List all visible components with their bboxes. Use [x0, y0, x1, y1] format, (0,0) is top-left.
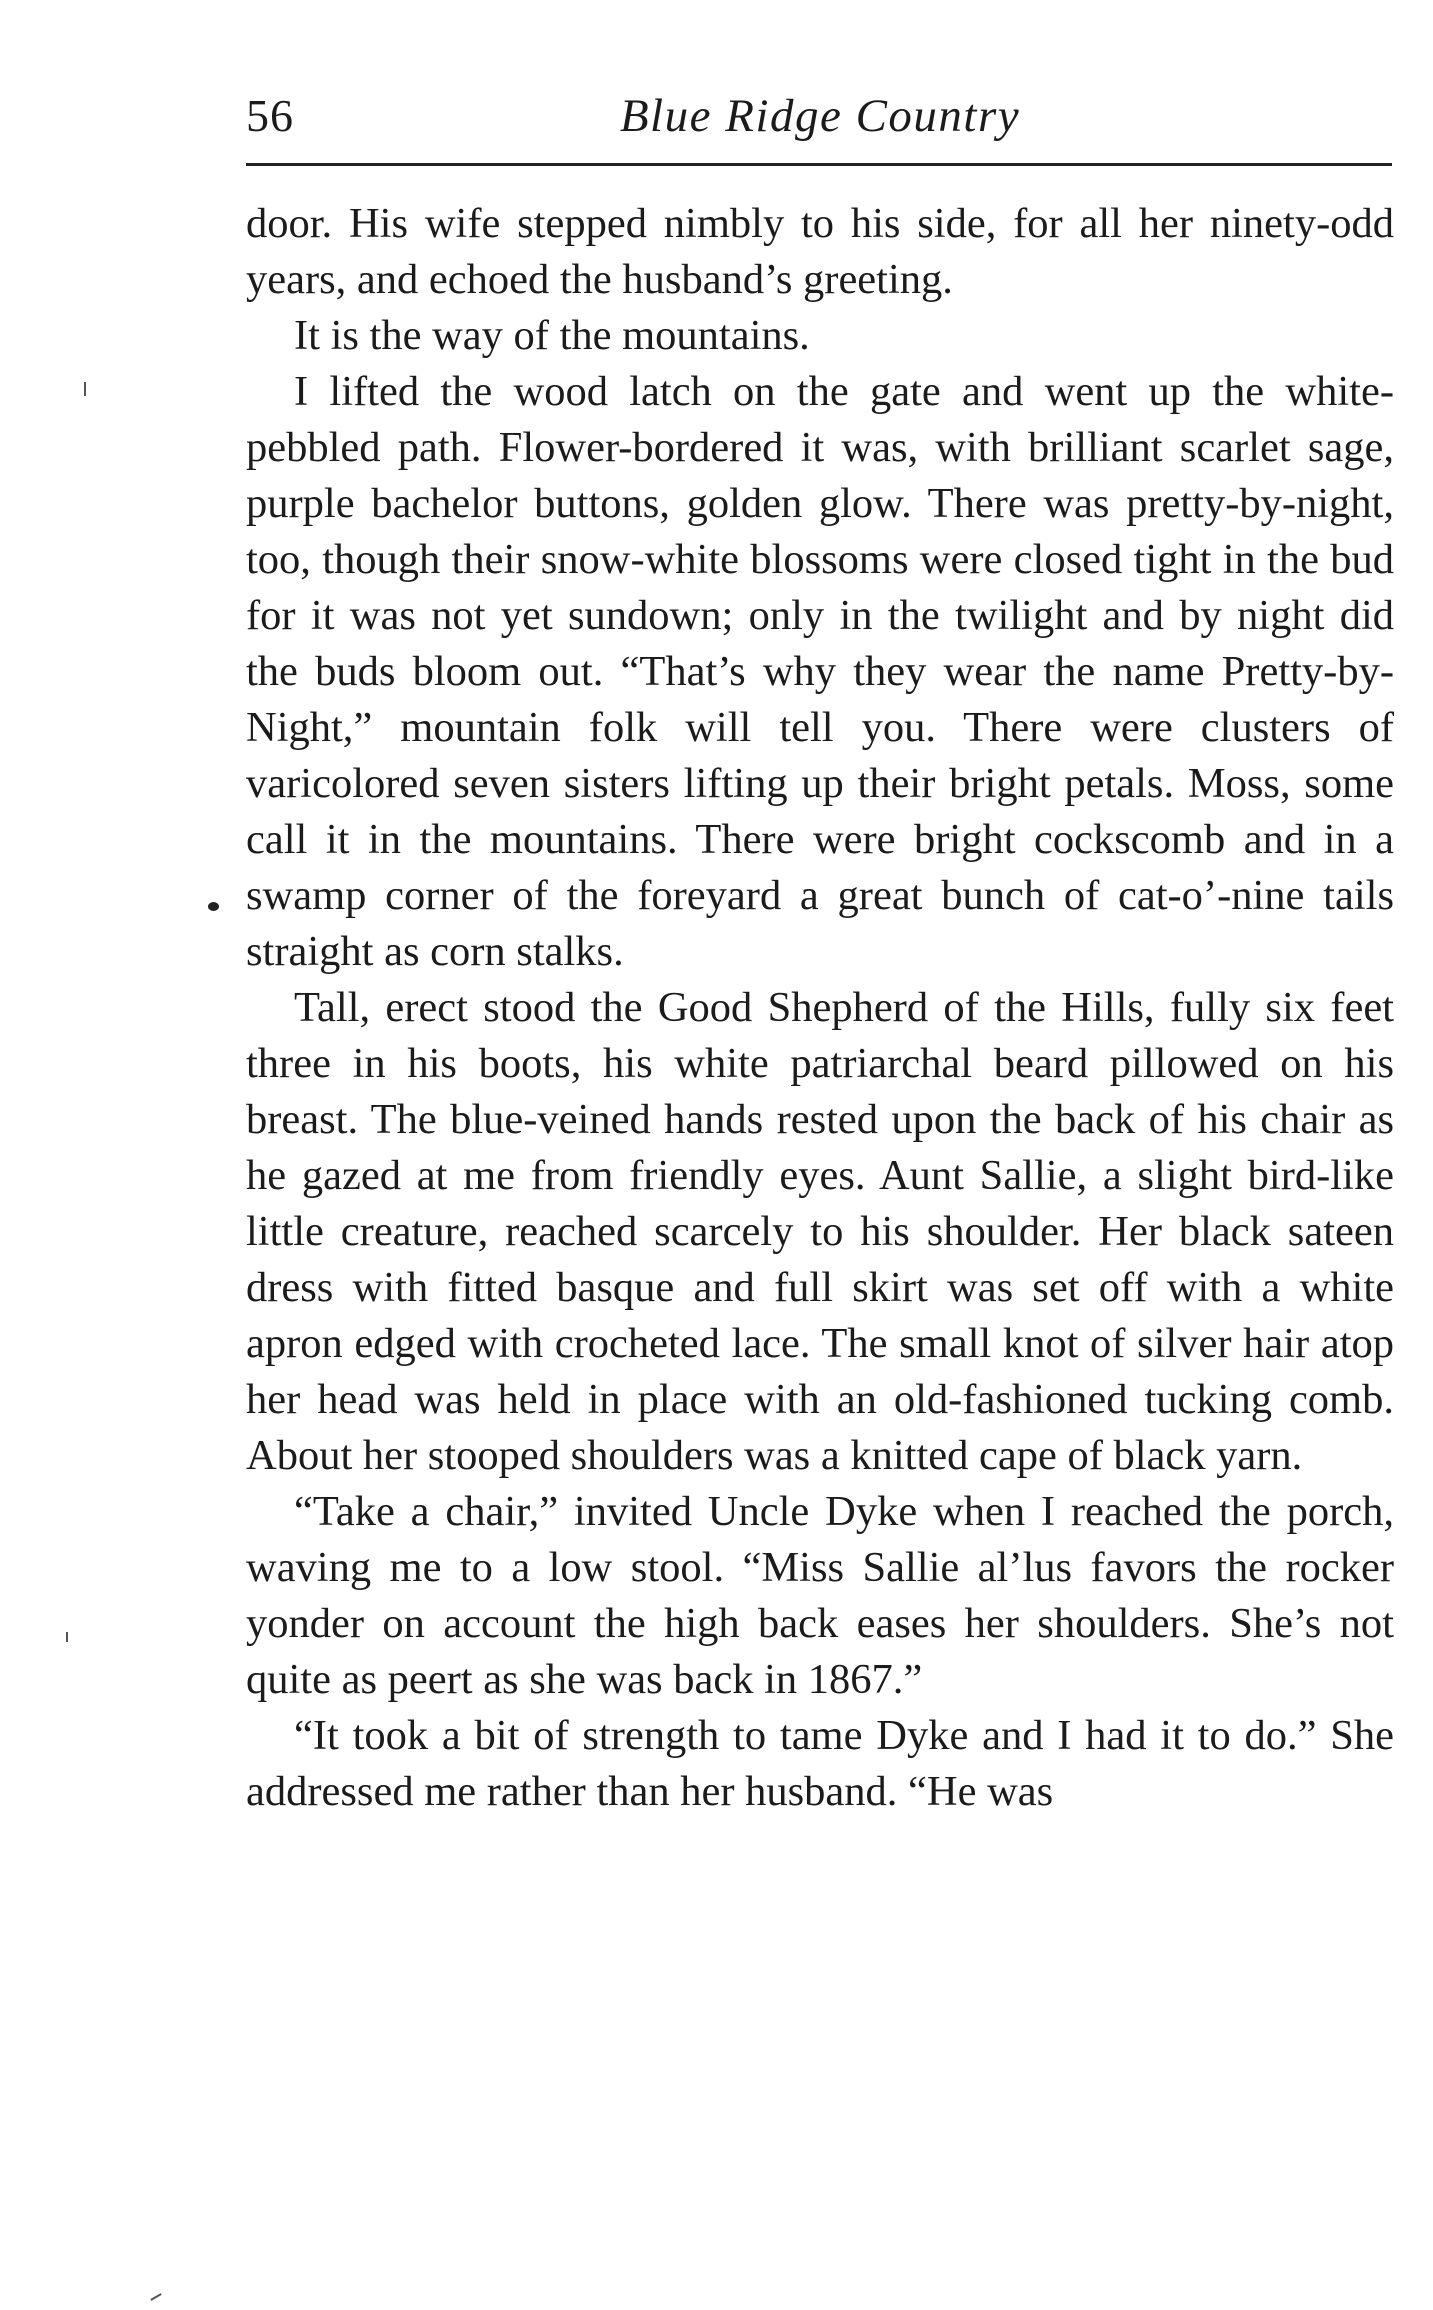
- paragraph: I lifted the wood latch on the gate and went up the white-pebbled path. Flower-bordered it was, with brilliant scarlet sage, purple bachelor buttons, golden glow. There was pretty-by-night, too, though their snow-white blossoms were closed tight in the bud for it was not yet sundown; only in the twilight and by night did the buds bloom out. “That’s why they wear the name Pretty-by-Night,” mountain folk will tell you. There were clusters of varicolored seven sisters lifting up their bright petals. Moss, some call it in the mountains. There were bright cockscomb and in a swamp corner of the foreyard a great bunch of cat-o’-nine tails straight as corn stalks.: [246, 368, 1394, 975]
- running-title: Blue Ridge Country: [619, 90, 1021, 142]
- margin-mark: [208, 902, 219, 911]
- header-rule: [246, 163, 1392, 166]
- paragraph: Tall, erect stood the Good Shepherd of the Hills, fully six feet three in his boots, his white patriarchal beard pillowed on his breast. The blue-veined hands rested upon the back of his chair as he gazed at me from friendly eyes. Aunt Sallie, a slight bird-like little creature, reached scarcely to his shoulder. Her black sateen dress with fitted basque and full skirt was set off with a white apron edged with crocheted lace. The small knot of silver hair atop her head was held in place with an old-fashioned tucking comb. About her stooped shoulders was a knitted cape of black yarn.: [246, 984, 1394, 1479]
- paragraph: “Take a chair,” invited Uncle Dyke when I reached the porch, waving me to a low stool. “Miss Sallie al’lus favors the rocker yonder on account the high back eases her shoulders. She’s not quite as peert as she was back in 1867.”: [246, 1488, 1394, 1703]
- paragraph: It is the way of the mountains.: [294, 312, 810, 359]
- margin-mark: [84, 382, 86, 396]
- paragraph-continued: door. His wife stepped nimbly to his side, for all her ninety-odd years, and echoed the husband’s greeting.: [246, 200, 1394, 303]
- paragraph: “It took a bit of strength to tame Dyke and I had it to do.” She addressed me rather than her husband. “He was: [246, 1712, 1394, 1815]
- page-number: 56: [246, 90, 294, 141]
- page-header: [246, 86, 1394, 146]
- margin-mark: [150, 2293, 161, 2301]
- margin-mark: [66, 1632, 68, 1642]
- body-text: [246, 196, 1394, 1820]
